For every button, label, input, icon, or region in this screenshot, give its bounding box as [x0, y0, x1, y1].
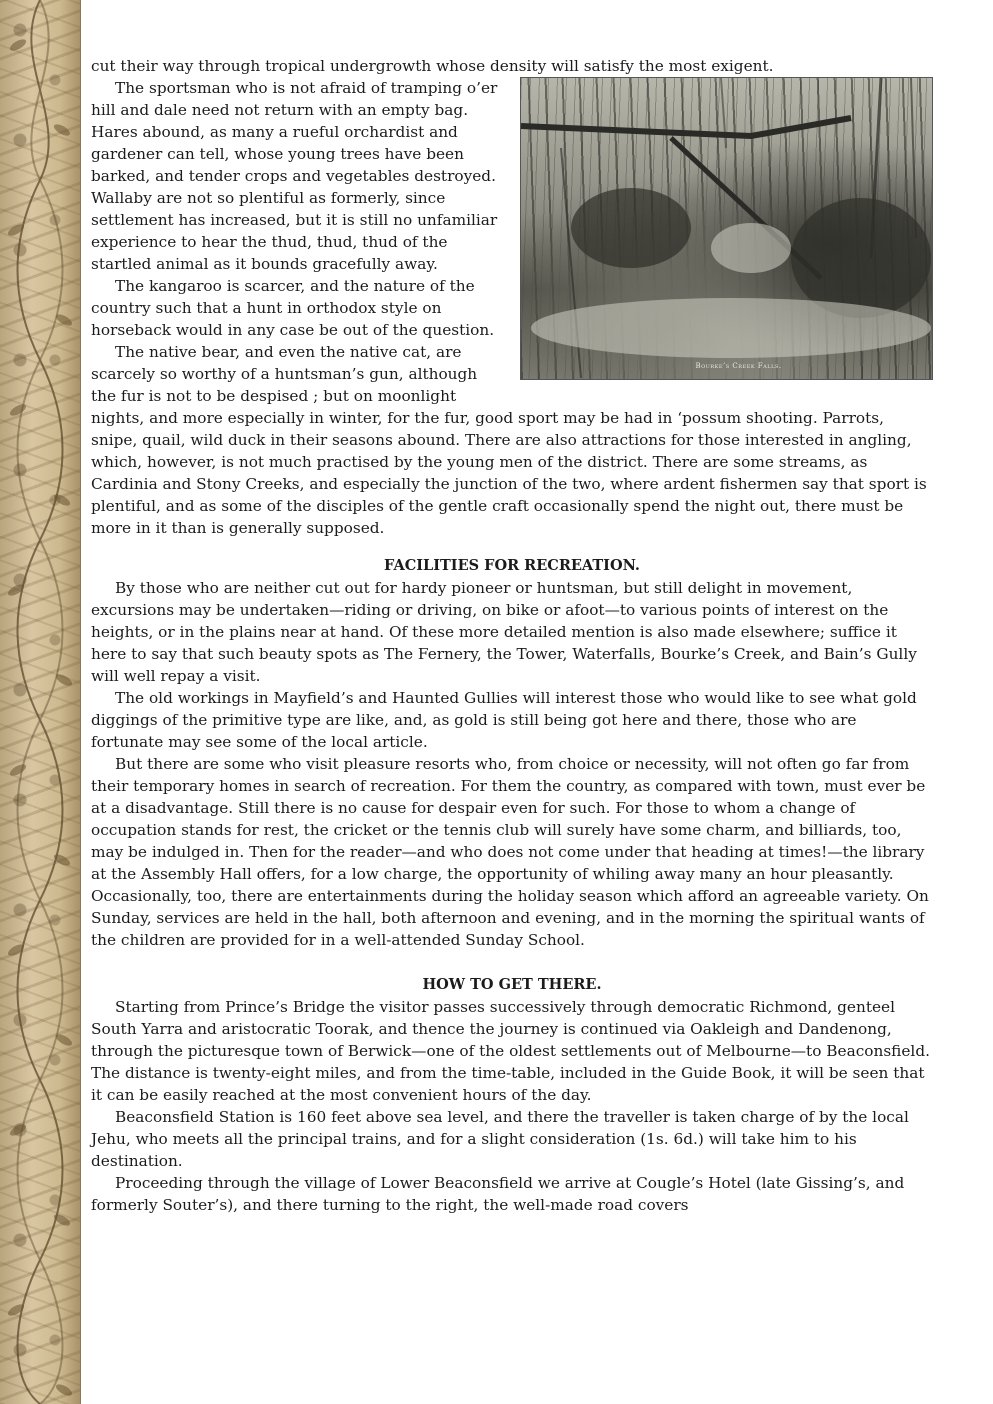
- intro-line: cut their way through tropical undergrowth whose density will satisfy the most exigent.: [91, 57, 774, 75]
- paragraph-route: Starting from Prince’s Bridge the visitor passes successively through democratic Richmond, genteel South Yarra and aristocratic Toorak, and thence the journey is continued via Oakleigh and Dandenong, through the picturesque town of Berwick—one of the oldest settlements out of Melbourne—to Beaconsfield. The distance is twenty-eight miles, and from the time-table, included in the Guide Book, it will be seen that it can be easily reached at the most convenient hours of the day.: [91, 998, 930, 1104]
- paragraph-pleasure-resorts: But there are some who visit pleasure resorts who, from choice or necessity, will not often go far from their temporary homes in search of recreation. For them the country, as compared with town, must ever be at a disadvantage. Still there is no cause for despair even for such. For those to whom a change of occupation stands for rest, the cricket or the tennis club will surely have some charm, and billiards, too, may be indulged in. Then for the reader—and who does not come under that heading at times!—the library at the Assembly Hall offers, for a low charge, the opportunity of whiling away many an hour pleasantly. Occasionally, too, there are entertainments during the holiday season which afford an agreeable variety. On Sunday, services are held in the hall, both afternoon and evening, and in the morning the spiritual wants of the children are provided for in a well-attended Sunday School.: [91, 755, 929, 949]
- heading-facilities-for-recreation: FACILITIES FOR RECREATION.: [384, 557, 640, 574]
- heading-how-to-get-there: HOW TO GET THERE.: [422, 976, 602, 993]
- vine-ornament-icon: [0, 0, 80, 1404]
- article-body: [91, 55, 933, 1216]
- paragraph-native-bear: The native bear, and even the native cat, are scarcely so worthy of a huntsman’s gun, although the fur is not to be despised ; but on moonlight nights, and more especially in winter, for the fur, good sport may be had in ‘possum shooting. Parrots, snipe, quail, wild duck in their seasons abound. There are also attractions for those interested in angling, which, however, is not much practised by the young men of the district. There are some streams, as Cardinia and Stony Creeks, and especially the junction of the two, where ardent fishermen say that sport is plentiful, and as some of the disciples of the gentle craft occasionally spend the night out, there must be more in it than is generally supposed.: [91, 343, 927, 537]
- paragraph-excursions: By those who are neither cut out for hardy pioneer or huntsman, but still delight in movement, excursions may be undertaken—riding or driving, on bike or afoot—to various points of interest on the heights, or in the plains near at hand. Of these more detailed mention is also made elsewhere; suffice it here to say that such beauty spots as The Fernery, the Tower, Waterfalls, Bourke’s Creek, and Bain’s Gully will well repay a visit.: [91, 579, 917, 685]
- paragraph-village: Proceeding through the village of Lower Beaconsfield we arrive at Cougle’s Hotel (late Gissing’s, and formerly Souter’s), and there turning to the right, the well-made road covers: [91, 1174, 905, 1214]
- waterfall-photo-icon: [521, 78, 932, 379]
- paragraph-kangaroo: The kangaroo is scarcer, and the nature of the country such that a hunt in orthodox style on horseback would in any case be out of the question.: [91, 277, 495, 339]
- photo-caption: Bourke’s Creek Falls.: [695, 362, 782, 370]
- decorative-vine-border: [0, 0, 81, 1404]
- paragraph-sportsman-text: The sportsman who is not afraid of tramping o’er hill and dale need not return with an empty bag. Hares abound, as many a rueful orchardist and gardener can tell, whose young trees have been barked, and tender crops and vegetables destroyed. Wallaby are not so plentiful as formerly, since settlement has increased, but it is still no unfamiliar experience to hear the thud, thud, thud of the startled animal as it bounds gracefully away.: [91, 79, 498, 273]
- paragraph-old-workings: The old workings in Mayfield’s and Haunted Gullies will interest those who would like to see what gold diggings of the primitive type are like, and, as gold is still being got here and there, those who are fortunate may see some of the local article.: [91, 689, 917, 751]
- photo-bourkes-creek-falls: [520, 77, 933, 380]
- paragraph-station: Beaconsfield Station is 160 feet above sea level, and there the traveller is taken charge of by the local Jehu, who meets all the principal trains, and for a slight consideration (1s. 6d.) will take him to his destination.: [91, 1108, 909, 1170]
